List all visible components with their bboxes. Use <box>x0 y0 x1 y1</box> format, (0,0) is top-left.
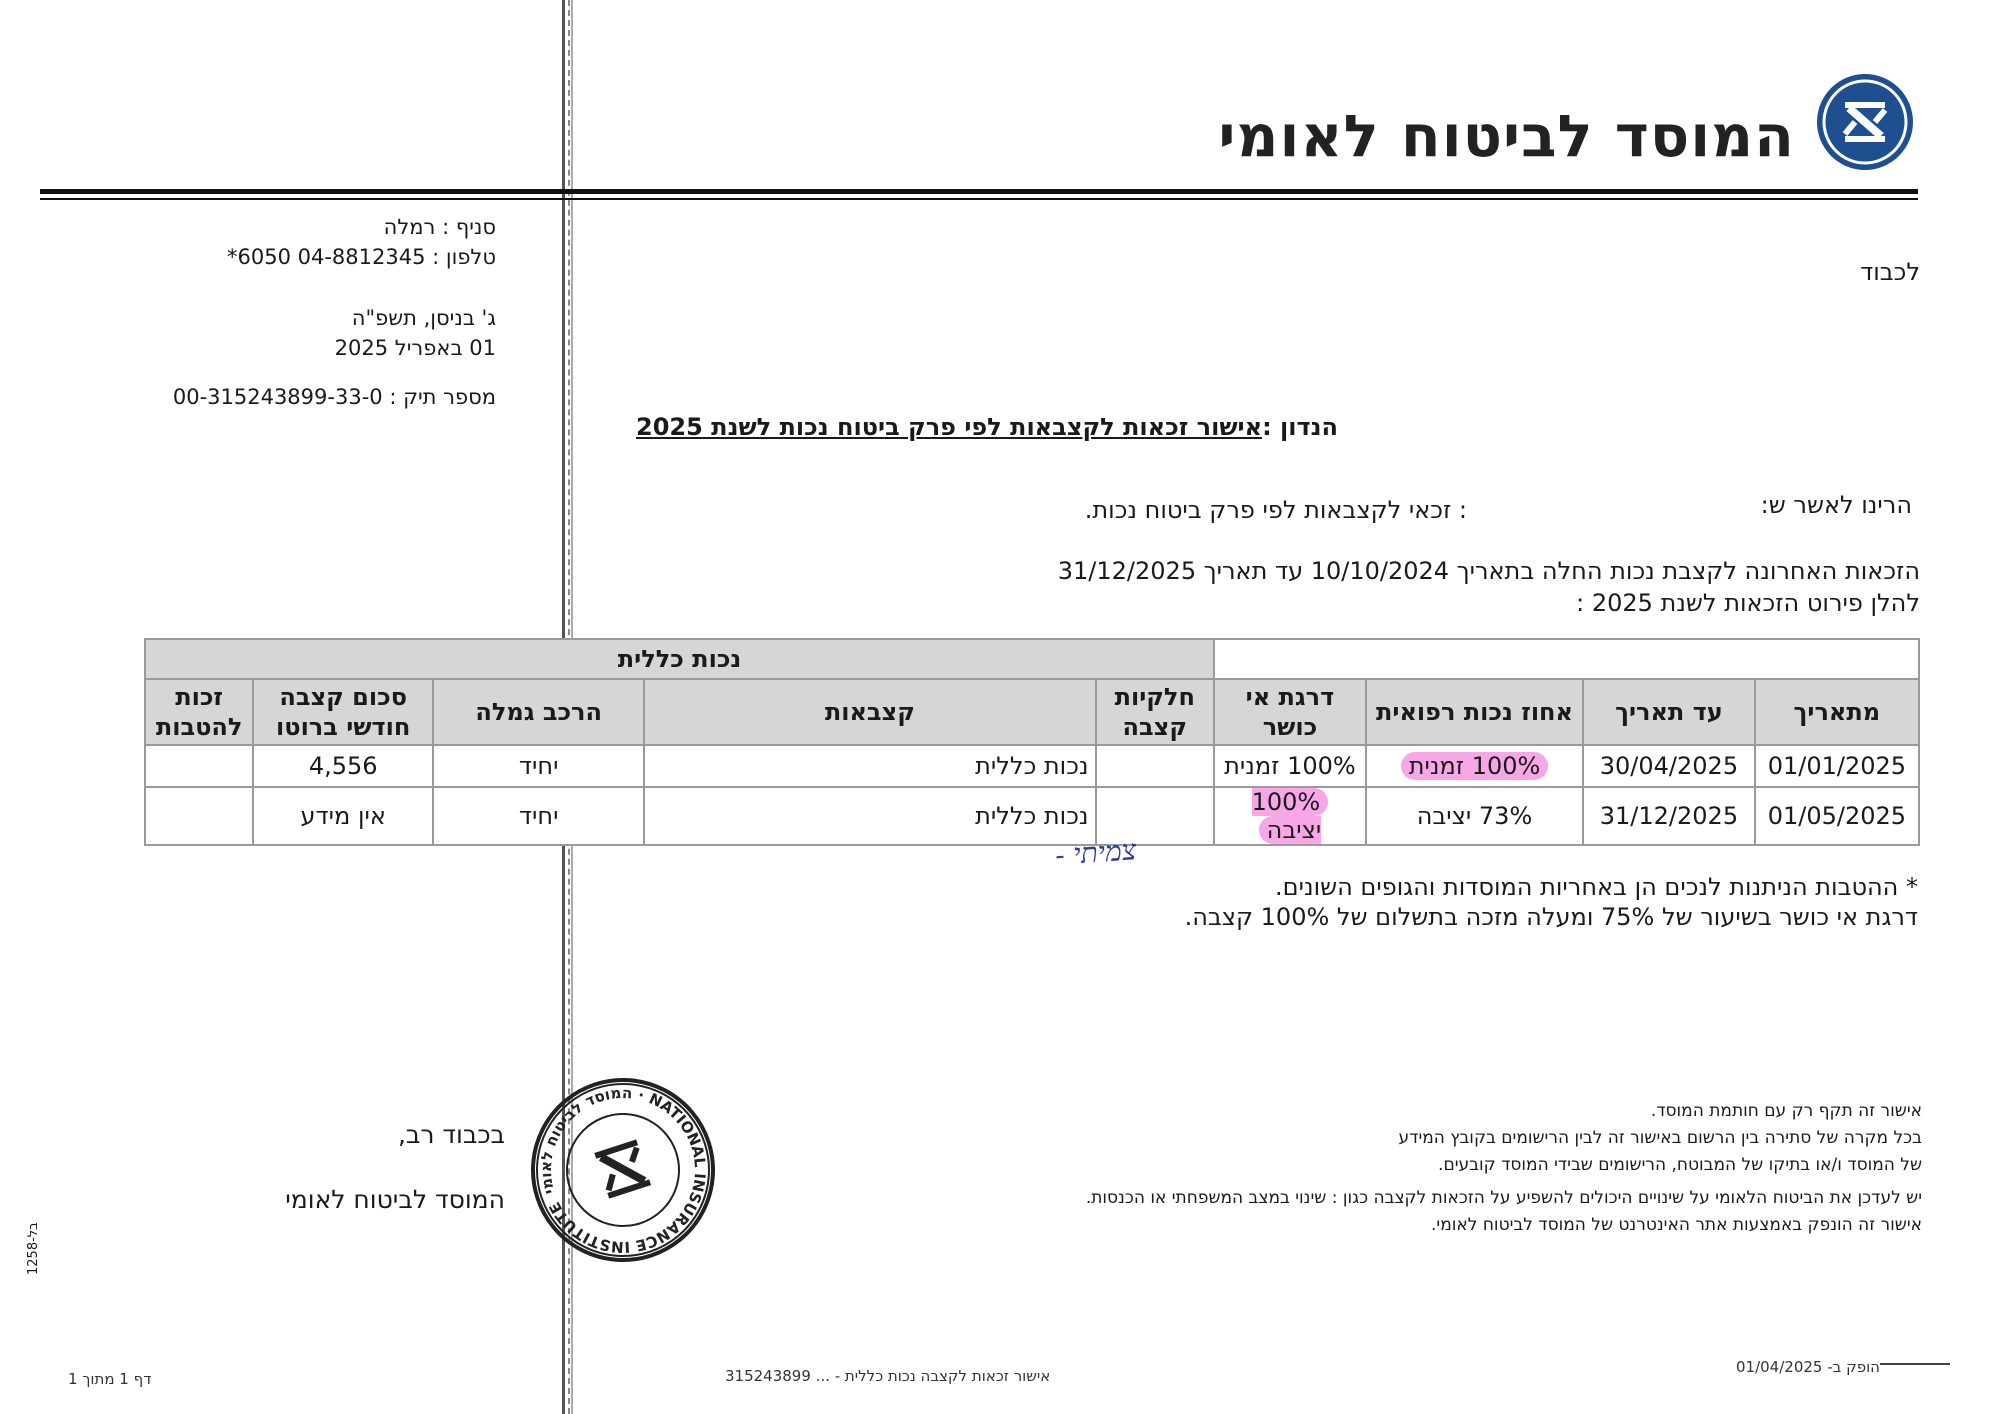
note-benefits: * ההטבות הניתנות לנכים הן באחריות המוסדות והגופים השונים. <box>1275 873 1918 901</box>
col-header: מתאריך <box>1755 679 1919 745</box>
date-block <box>150 303 496 363</box>
last-entitlement: הזכאות האחרונה לקצבת נכות החלה בתאריך 10/10/2024 עד תאריך 31/12/2025 <box>1057 557 1920 585</box>
highlighted-value: 100% יציבה <box>1252 788 1329 844</box>
col-header: זכות להטבות <box>145 679 253 745</box>
col-header: הרכב גמלה <box>433 679 644 745</box>
confirm-text: : זכאי לקצבאות לפי פרק ביטוח נכות. <box>1084 496 1467 524</box>
stamp-text: המוסד לביטוח לאומי · NATIONAL INSURANCE INSTITUTE <box>536 1083 710 1257</box>
note-incapacity: דרגת אי כושר בשיעור של 75% ומעלה מזכה בתשלום של 100% קצבה. <box>1184 903 1918 931</box>
header-rule <box>40 189 1918 194</box>
branch: סניף : רמלה <box>383 215 496 239</box>
institution-stamp <box>503 1050 742 1289</box>
cell-rights <box>145 787 253 845</box>
cell-amount: אין מידע <box>253 787 433 845</box>
doc-line: אישור זכאות לקצבה נכות כללית - ... 315243899 <box>725 1367 1051 1385</box>
subject-line <box>636 413 1338 441</box>
entitlement-table <box>144 638 1920 846</box>
cell-benefit: נכות כללית <box>644 745 1095 787</box>
fine-print-line: בכל מקרה של סתירה בין הרשום באישור זה לבין הרישומים בקובץ המידע <box>1398 1128 1922 1148</box>
phone: טלפון : 04-8812345 6050* <box>226 245 496 269</box>
table-row <box>145 745 1919 787</box>
form-code: בל-1258 <box>26 1222 41 1275</box>
cell-to: 31/12/2025 <box>1583 787 1755 845</box>
sender-block <box>150 212 496 272</box>
gregorian-date: 01 באפריל 2025 <box>334 336 496 360</box>
cell-incapacity <box>1214 787 1366 845</box>
closing: בכבוד רב, <box>397 1120 505 1149</box>
cell-from: 01/05/2025 <box>1755 787 1919 845</box>
fine-print-line: אישור זה הונפק באמצעות אתר האינטרנט של המוסד לביטוח לאומי. <box>1431 1215 1922 1235</box>
cell-composition: יחיד <box>433 745 644 787</box>
salutation: לכבוד <box>1860 258 1920 286</box>
nii-logo <box>1815 72 1915 172</box>
handwritten-note: צמיתי - <box>1053 833 1138 872</box>
cell-benefit: נכות כללית <box>644 787 1095 845</box>
printed-date: הופק ב- 01/04/2025 <box>1736 1358 1880 1376</box>
subject-label: הנדון : <box>1262 413 1338 441</box>
table-row <box>145 787 1919 845</box>
hebrew-date: ג' בניסן, תשפ"ה <box>351 306 496 330</box>
cell-partial <box>1096 745 1215 787</box>
org-name: המוסד לביטוח לאומי <box>1218 102 1795 170</box>
cell-composition: יחיד <box>433 787 644 845</box>
col-header: אחוז נכות רפואית <box>1366 679 1583 745</box>
col-header: דרגת אי כושר <box>1214 679 1366 745</box>
cell-to: 30/04/2025 <box>1583 745 1755 787</box>
fine-print-line: אישור זה תקף רק עם חותמת המוסד. <box>1650 1101 1922 1121</box>
table-group-header: נכות כללית <box>145 639 1214 679</box>
fine-print-line: של המוסד ו/או בתיקו של המבוטח, הרישומים שבידי המוסד קובעים. <box>1438 1155 1922 1175</box>
col-header: קצבאות <box>644 679 1095 745</box>
cell-incapacity: 100% זמנית <box>1214 745 1366 787</box>
header-rule <box>40 198 1918 200</box>
table-blank-header <box>1214 639 1919 679</box>
highlighted-value: 100% זמנית <box>1401 752 1549 780</box>
fine-print <box>1086 1098 1922 1239</box>
cell-amount: 4,556 <box>253 745 433 787</box>
subject-text: אישור זכאות לקצבאות לפי פרק ביטוח נכות לשנת 2025 <box>636 413 1263 441</box>
col-header: עד תאריך <box>1583 679 1755 745</box>
fine-print-line: יש לעדכן את הביטוח הלאומי על שינויים היכולים להשפיע על הזכאות לקצבה כגון : שינוי במצב המשפחתי או הכנסות. <box>1085 1188 1922 1208</box>
col-header: חלקיות קצבה <box>1096 679 1215 745</box>
confirm-prefix: הרינו לאשר ש: <box>1760 491 1912 519</box>
cell-medical: 73% יציבה <box>1366 787 1583 845</box>
details-intro: להלן פירוט הזכאות לשנת 2025 : <box>1576 589 1920 617</box>
page-number: דף 1 מתוך 1 <box>68 1370 152 1388</box>
cell-from: 01/01/2025 <box>1755 745 1919 787</box>
signature-org: המוסד לביטוח לאומי <box>285 1185 505 1214</box>
cell-medical <box>1366 745 1583 787</box>
file-number: מספר תיק : 00-315243899-33-0 <box>172 385 496 409</box>
cell-rights <box>145 745 253 787</box>
footer-rule <box>1880 1363 1950 1365</box>
col-header: סכום קצבה חודשי ברוטו <box>253 679 433 745</box>
